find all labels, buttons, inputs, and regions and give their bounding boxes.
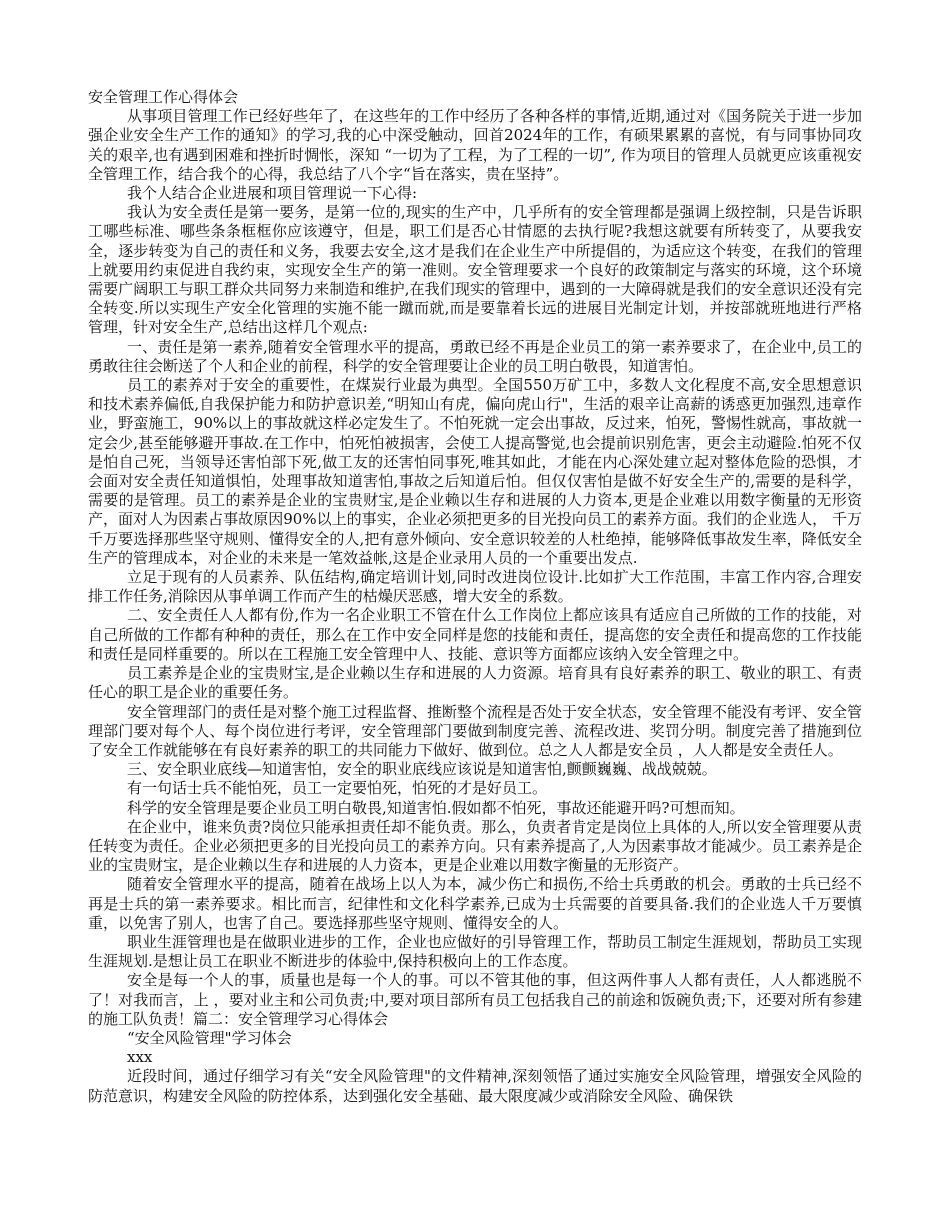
paragraph: 在企业中，谁来负责?岗位只能承担责任却不能负责。那么，负责者肯定是岗位上具体的人,所以安全管理要从责任转变为责任。企业必须把更多的目光投向员工的素养方向。只有素养提高了,人为因素事故才能减少。员工素养是企业的宝贵财宝，是企业赖以生存和进展的人力资本，更是企业难以用数字衡量的无形资产。 (88, 817, 862, 875)
paragraph: 三、安全职业底线—知道害怕，安全的职业底线应该说是知道害怕,颤颤巍巍、战战兢兢。 (127, 760, 717, 779)
document-title: 安全管理工作心得体会 (88, 88, 239, 106)
paragraph: 安全管理部门的责任是对整个施工过程监督、推断整个流程是否处于安全状态，安全管理不能没有考评、安全管理部门要对每个人、每个岗位进行考评，安全管理部门要做到制度完善、流程改进、奖罚分明。制度完善了措施到位了安全工作就能够在有良好素养的职工的共同能力下做好、做到位。总之人人都是安全员 ，人人都是安全责任人。 (88, 702, 863, 759)
paragraph: 科学的安全管理是要企业员工明白敬畏,知道害怕.假如都不怕死，事故还能避开吗?可想而知。 (127, 798, 745, 817)
paragraph: 从事项目管理工作已经好些年了，在这些年的工作中经历了各种各样的事情,近期,通过对《国务院关于进一步加强企业安全生产工作的通知》的学习,我的心中深受触动，回首2024年的工作，有硕果累累的喜悦，有与同事协同攻关的艰辛,也有遇到困难和挫折时惆怅，深知 “一切为了工程，为了工程的一切”, 作为项目的管理人员就更应该重视安全管理工作，结合我个的心得，我总结了八个字“旨在落实，贵在坚持”。 (88, 107, 862, 183)
paragraph: 立足于现有的人员素养、队伍结构,确定培训计划,同时改进岗位设计.比如扩大工作范围，丰富工作内容,合理安排工作任务,消除因从事单调工作而产生的枯燥厌恶感，增大安全的系数。 (88, 568, 862, 606)
author-line: xxx (127, 1048, 153, 1067)
section-heading: “安全风险管理"学习体会 (127, 1028, 292, 1047)
paragraph: 有一句话士兵不能怕死，员工一定要怕死，怕死的才是好员工。 (127, 779, 548, 798)
paragraph: 我个人结合企业进展和项目管理说一下心得: (127, 184, 418, 203)
paragraph: 二、安全责任人人都有份,作为一名企业职工不管在什么工作岗位上都应该具有适应自己所做的工作的技能，对自己所做的工作都有种种的责任，那么在工作中安全同样是您的技能和责任，提高您的安全责任和提高您的工作技能和责任是同样重要的。所以在工程施工安全管理中人、技能、意识等方面都应该纳入安全管理之中。 (88, 606, 862, 663)
paragraph: 员工的素养对于安全的重要性，在煤炭行业最为典型。全国550万矿工中，多数人文化程度不高,安全思想意识和技术素养偏低,自我保护能力和防护意识差,“明知山有虎，偏向虎山行"，生活的艰辛让高薪的诱惑更加强烈,违章作业，野蛮施工，90%以上的事故就这样必定发生了。不怕死就一定会出事故，反过来，怕死，警惕性就高，事故就一定会少,甚至能够避开事故.在工作中，怕死怕被损害，会使工人提高警觉,也会提前识别危害，更会主动避险.怕死不仅是怕自己死，当领导还害怕部下死,做工友的还害怕同事死,唯其如此，才能在内心深处建立起对整体危险的恐惧，才会面对安全责任知道惧怕，处理事故知道害怕,事故之后知道后怕。但仅仅害怕是做不好安全生产的,需要的是科学，需要的是管理。员工的素养是企业的宝贵财宝,是企业赖以生存和进展的人力资本,更是企业难以用数字衡量的无形资产，面对人为因素占事故原因90%以上的事实，企业必须把更多的目光投向员工的素养方面。我们的企业选人， 千万千万要选择那些坚守规则、懂得安全的人,把有意外倾向、安全意识较差的人杜绝掉，能够降低事故发生率，降低安全生产的管理成本，对企业的未来是一笔效益帐,这是企业录用人员的一个重要出发点. (88, 376, 862, 567)
paragraph: 员工素养是企业的宝贵财宝,是企业赖以生存和进展的人力资源。培育具有良好素养的职工、敬业的职工、有责任心的职工是企业的重要任务。 (88, 664, 862, 702)
paragraph: 一、责任是第一素养,随着安全管理水平的提高，勇敢已经不再是企业员工的第一素养要求了，在企业中,员工的勇敢往往会断送了个人和企业的前程，科学的安全管理要让企业的员工明白敬畏，知道害怕。 (88, 337, 862, 375)
paragraph: 近段时间，通过仔细学习有关“安全风险管理"的文件精神,深刻领悟了通过实施安全风险管理，增强安全风险的防范意识，构建安全风险的防控体系，达到强化安全基础、最大限度减少或消除安全风险、确保铁 (88, 1067, 862, 1105)
paragraph: 我认为安全责任是第一要务，是第一位的,现实的生产中，几乎所有的安全管理都是强调上级控制，只是告诉职工哪些标准、哪些条条框框你应该遵守，但是，职工们是否心甘情愿的去执行呢?我想这就要有所转变了，从要我安全，逐步转变为自己的责任和义务，我要去安全,这才是我们在企业生产中所提倡的，为适应这个转变，在我们的管理上就要用约束促进自我约束，实现安全生产的第一准则。安全管理要求一个良好的政策制定与落实的环境，这个环境需要广阔职工与职工群众共同努力来制造和维护,在我们现实的管理中，遇到的一大障碍就是我们的安全意识还没有完全转变.所以实现生产安全化管理的实施不能一蹴而就,而是要靠着长远的进展目光制定计划，并按部就班地进行严格管理，针对安全生产,总结出这样几个观点: (88, 203, 862, 337)
paragraph: 随着安全管理水平的提高，随着在战场上以人为本，减少伤亡和损伤,不给士兵勇敢的机会。勇敢的士兵已经不再是士兵的第一素养要求。相比而言，纪律性和文化科学素养,已成为士兵需要的首要具备.我们的企业选人千万要慎重，以免害了别人，也害了自己。要选择那些坚守规则、懂得安全的人。 (88, 875, 862, 932)
paragraph: 安全是每一个人的事，质量也是每一个人的事。可以不管其他的事，但这两件事人人都有责任，人人都逃脱不了！对我而言，上 ，要对业主和公司负责;中,要对项目部所有员工包括我自己的前途和饭碗负责;下，还要对所有参建的施工队负责！篇二：安全管理学习心得体会 (88, 971, 862, 1028)
paragraph: 职业生涯管理也是在做职业进步的工作，企业也应做好的引导管理工作，帮助员工制定生涯规划，帮助员工实现生涯规划.是想让员工在职业不断进步的体验中,保持积极向上的工作态度。 (88, 932, 863, 971)
